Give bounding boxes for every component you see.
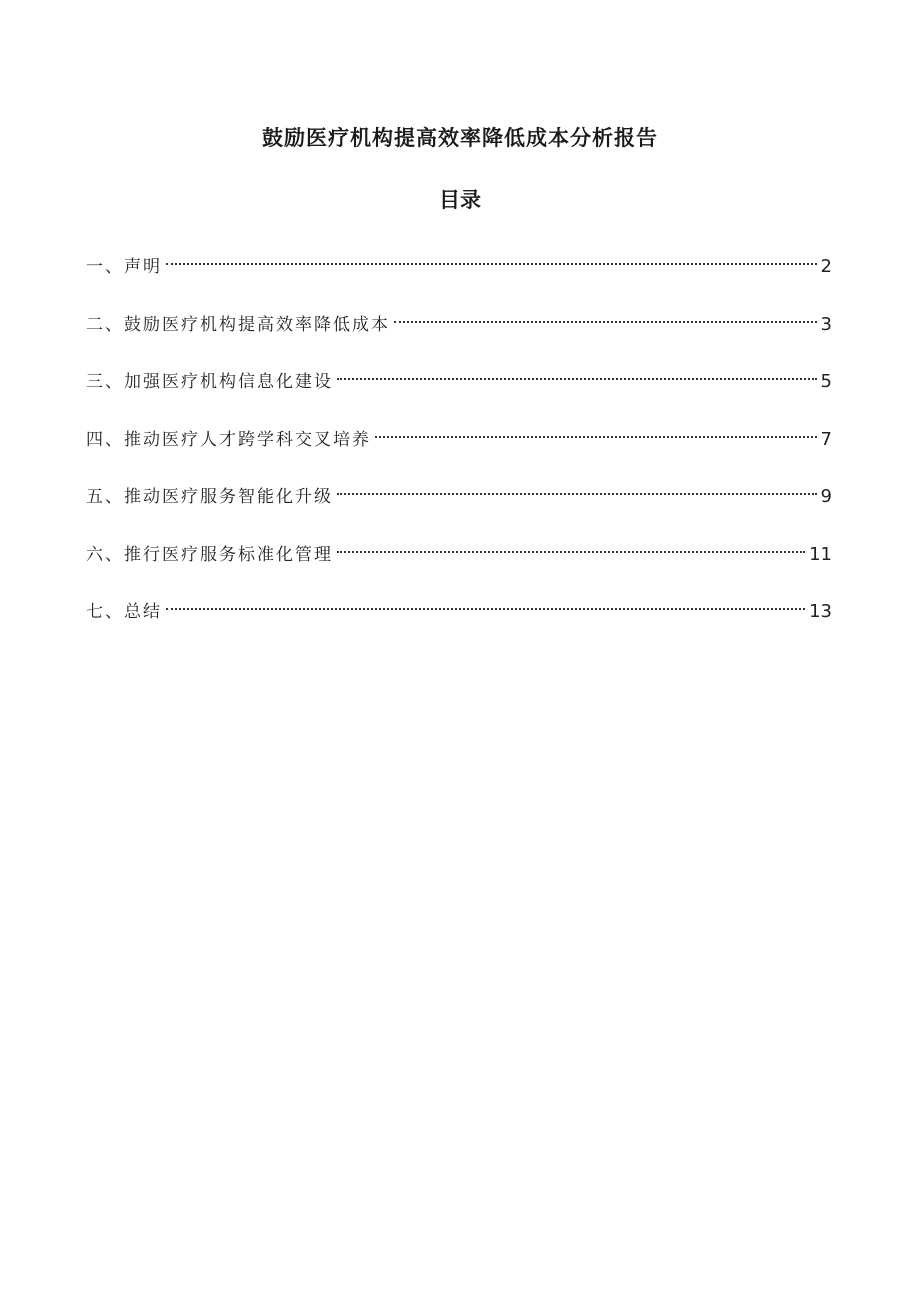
toc-entry-statement[interactable] xyxy=(86,244,832,302)
toc-entry-page-number: 13 xyxy=(809,601,832,622)
toc-entry-smart-upgrade[interactable] xyxy=(86,474,832,532)
toc-entry-page-number: 11 xyxy=(809,543,832,565)
dot-leader xyxy=(375,417,817,445)
toc-entry-label: 五、推动医疗服务智能化升级 xyxy=(86,487,333,507)
toc-entry-page-number: 7 xyxy=(820,428,832,450)
dot-leader xyxy=(337,359,817,387)
toc-entry-label: 一、声明 xyxy=(86,257,162,277)
toc-entry-page-number: 9 xyxy=(820,486,832,507)
dot-leader xyxy=(337,532,805,560)
dot-leader xyxy=(166,244,817,272)
toc-heading: 目录 xyxy=(439,188,481,212)
toc-entry-label: 七、总结 xyxy=(86,602,162,622)
toc-entry-label: 四、推动医疗人才跨学科交叉培养 xyxy=(86,429,371,450)
document-title: 鼓励医疗机构提高效率降低成本分析报告 xyxy=(262,126,658,150)
toc-entry-informatization[interactable] xyxy=(86,359,832,417)
dot-leader xyxy=(394,302,817,330)
toc-entry-label: 六、推行医疗服务标准化管理 xyxy=(86,544,333,565)
toc-entry-page-number: 2 xyxy=(820,256,832,277)
toc-entry-efficiency[interactable] xyxy=(86,302,832,360)
toc-entry-summary[interactable] xyxy=(86,589,832,647)
dot-leader xyxy=(337,474,817,502)
toc-entry-standardization[interactable] xyxy=(86,532,832,590)
toc-entry-label: 二、鼓励医疗机构提高效率降低成本 xyxy=(86,314,390,335)
dot-leader xyxy=(166,589,805,617)
toc-entry-talent-training[interactable] xyxy=(86,417,832,475)
toc-entry-page-number: 5 xyxy=(820,371,832,392)
toc-entry-page-number: 3 xyxy=(820,313,832,335)
toc-entry-label: 三、加强医疗机构信息化建设 xyxy=(86,372,333,392)
table-of-contents xyxy=(86,244,832,647)
